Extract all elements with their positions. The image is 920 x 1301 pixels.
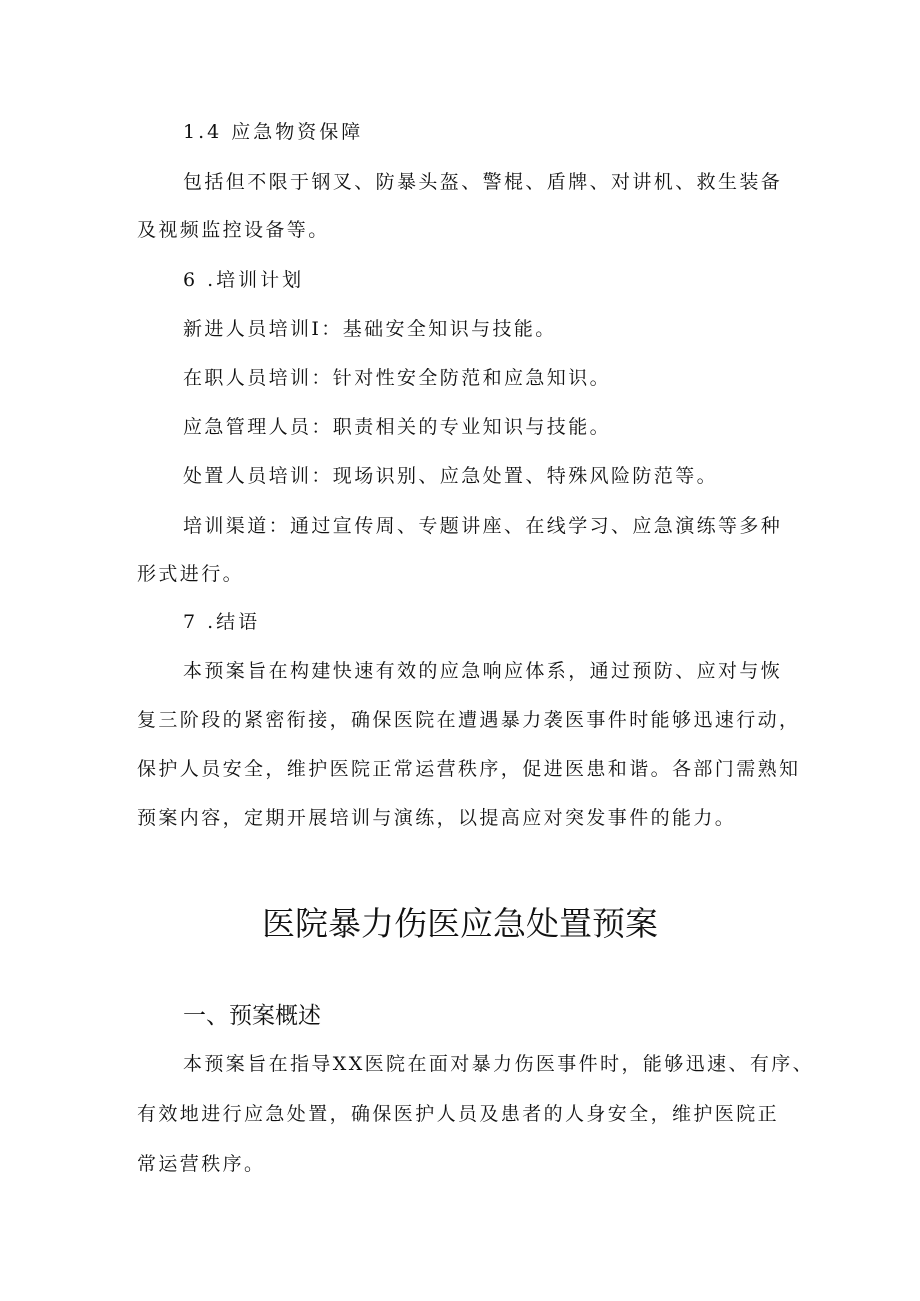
list-item: 应急管理人员：职责相关的专业知识与技能。 [183, 416, 612, 438]
document-title: 医院暴力伤医应急处置预案 [262, 904, 658, 943]
paragraph-line: 形式进行。 [137, 563, 245, 585]
list-item: 在职人员培训：针对性安全防范和应急知识。 [183, 367, 612, 389]
section-heading-overview: 一、预案概述 [183, 1003, 321, 1029]
paragraph-line: 常运营秩序。 [137, 1153, 266, 1175]
paragraph-line: 预案内容，定期开展培训与演练，以提高应对突发事件的能力。 [137, 807, 737, 829]
list-item: 处置人员培训：现场识别、应急处置、特殊风险防范等。 [183, 465, 719, 487]
section-heading-1-4: 1.4 应急物资保障 [183, 121, 364, 143]
paragraph-line: 本预案旨在指导XX医院在面对暴力伤医事件时，能够迅速、有序、 [183, 1053, 815, 1075]
paragraph-line: 及视频监控设备等。 [137, 219, 330, 241]
paragraph-line: 有效地进行应急处置，确保医护人员及患者的人身安全，维护医院正 [137, 1103, 780, 1125]
section-heading-7: 7 .结语 [183, 611, 261, 633]
paragraph-line: 保护人员安全，维护医院正常运营秩序，促进医患和谐。各部门需熟知 [137, 758, 801, 780]
list-item: 新进人员培训I：基础安全知识与技能。 [183, 318, 557, 340]
paragraph-line: 复三阶段的紧密衔接，确保医院在遭遇暴力袭医事件时能够迅速行动， [137, 709, 801, 731]
section-heading-6: 6 .培训计划 [183, 269, 305, 291]
paragraph-line: 本预案旨在构建快速有效的应急响应体系，通过预防、应对与恢 [183, 660, 783, 682]
paragraph-line: 培训渠道：通过宣传周、专题讲座、在线学习、应急演练等多种 [183, 515, 783, 537]
paragraph-line: 包括但不限于钢叉、防暴头盔、警棍、盾牌、对讲机、救生装备 [183, 171, 783, 193]
